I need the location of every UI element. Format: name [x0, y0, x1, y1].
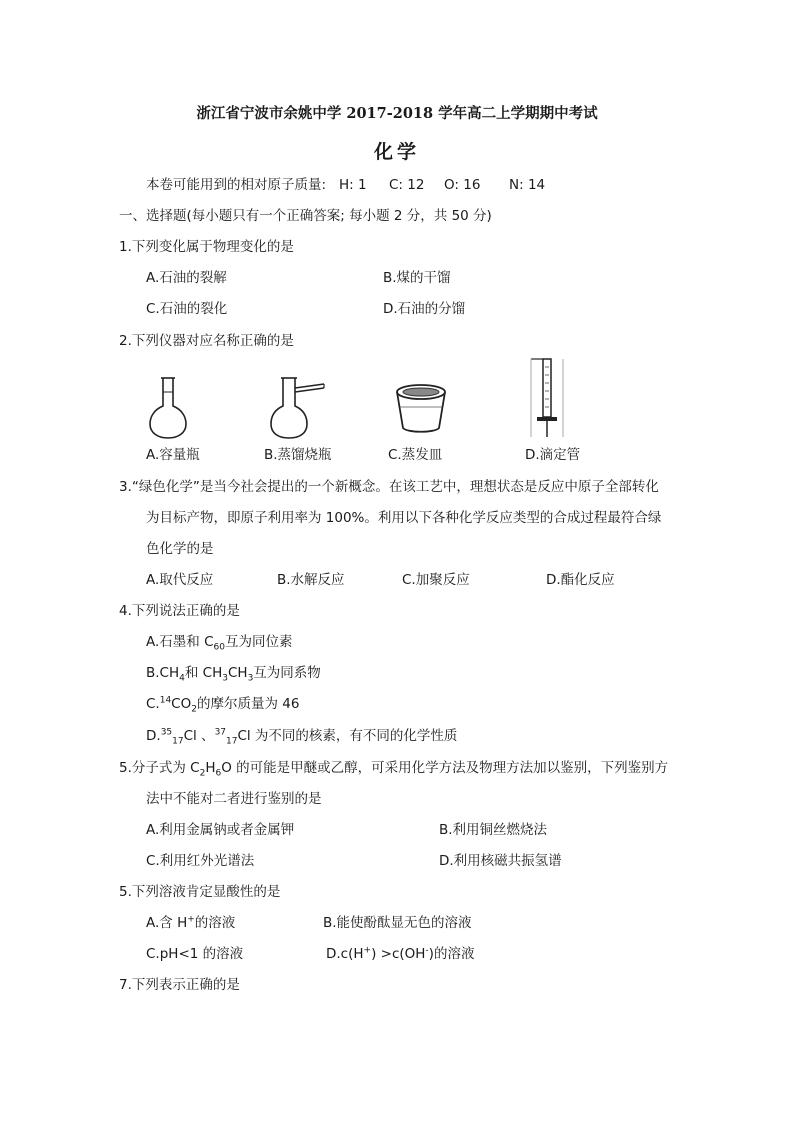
burette-icon	[527, 357, 567, 441]
q6-stem: 5.下列溶液肯定显酸性的是	[119, 884, 281, 900]
mass-n: N: 14	[509, 177, 546, 193]
q3-option-a: A.取代反应	[146, 572, 214, 588]
q3-option-b: B.水解反应	[277, 572, 345, 588]
q7-stem: 7.下列表示正确的是	[119, 977, 240, 993]
q6-option-b: B.能使酚酞显无色的溶液	[323, 915, 472, 931]
subject-title: 化学	[373, 141, 420, 163]
q3-stem-line1: 3.“绿色化学”是当今社会提出的一个新概念。在该工艺中，理想状态是反应中原子全部转化	[119, 479, 659, 495]
q1-stem: 1.下列变化属于物理变化的是	[119, 239, 294, 255]
q3-stem-line3: 色化学的是	[146, 541, 214, 557]
q5-option-b: B.利用铜丝燃烧法	[439, 822, 548, 838]
mass-h: H: 1	[339, 177, 367, 193]
evaporating-dish-icon	[395, 383, 447, 435]
exam-title: 浙江省宁波市余姚中学 2017-2018 学年高二上学期期中考试	[196, 105, 598, 122]
q4-option-a: A.石墨和 $C_{60}$互为同位素	[146, 634, 293, 653]
q1-option-a: A.石油的裂解	[146, 270, 227, 286]
distilling-flask-icon	[270, 376, 328, 440]
q2-option-b: B.蒸馏烧瓶	[264, 447, 332, 463]
q2-option-d: D.滴定管	[525, 447, 581, 463]
q6-option-d: D.c(H+) >c(OH-)的溶液	[326, 945, 475, 962]
q1-option-d: D.石油的分馏	[383, 301, 466, 317]
q3-option-d: D.酯化反应	[546, 572, 615, 588]
q6-option-c: C.pH<1 的溶液	[146, 946, 244, 962]
q4-option-d: D.$^{35}_{17}$Cl 、$^{37}_{17}$Cl 为不同的核素，有不同的化学性质	[146, 727, 458, 747]
mass-c: C: 12	[389, 177, 425, 193]
q1-option-c: C.石油的裂化	[146, 301, 228, 317]
volumetric-flask-icon	[148, 374, 188, 440]
q1-option-b: B.煤的干馏	[383, 270, 451, 286]
intro-label: 本卷可能用到的相对原子质量:	[146, 177, 327, 193]
q5-stem-line1: 5.分子式为 $C_2H_6O$ 的可能是甲醚或乙醇，可采用化学方法及物理方法加以鉴别，下列鉴别方	[119, 760, 669, 779]
q2-option-a: A.容量瓶	[146, 447, 200, 463]
q2-option-c: C.蒸发皿	[388, 447, 443, 463]
q6-option-a: A.含 H+的溶液	[146, 914, 236, 931]
q3-stem-line2: 为目标产物，即原子利用率为 100%。利用以下各种化学反应类型的合成过程最符合绿	[146, 510, 662, 526]
q5-option-c: C.利用红外光谱法	[146, 853, 255, 869]
q5-option-a: A.利用金属钠或者金属钾	[146, 822, 295, 838]
q3-option-c: C.加聚反应	[402, 572, 470, 588]
section-heading: 一、选择题(每小题只有一个正确答案; 每小题 2 分，共 50 分)	[119, 208, 492, 224]
q4-option-b: $B.CH_4$和 $CH_3CH_3$互为同系物	[146, 665, 321, 684]
q4-stem: 4.下列说法正确的是	[119, 603, 240, 619]
q4-option-c: $C.^{14}CO_2$的摩尔质量为 46	[146, 695, 300, 715]
q5-option-d: D.利用核磁共振氢谱	[439, 853, 562, 869]
q2-stem: 2.下列仪器对应名称正确的是	[119, 333, 294, 349]
mass-o: O: 16	[444, 177, 481, 193]
q5-stem-line2: 法中不能对二者进行鉴别的是	[146, 791, 322, 807]
